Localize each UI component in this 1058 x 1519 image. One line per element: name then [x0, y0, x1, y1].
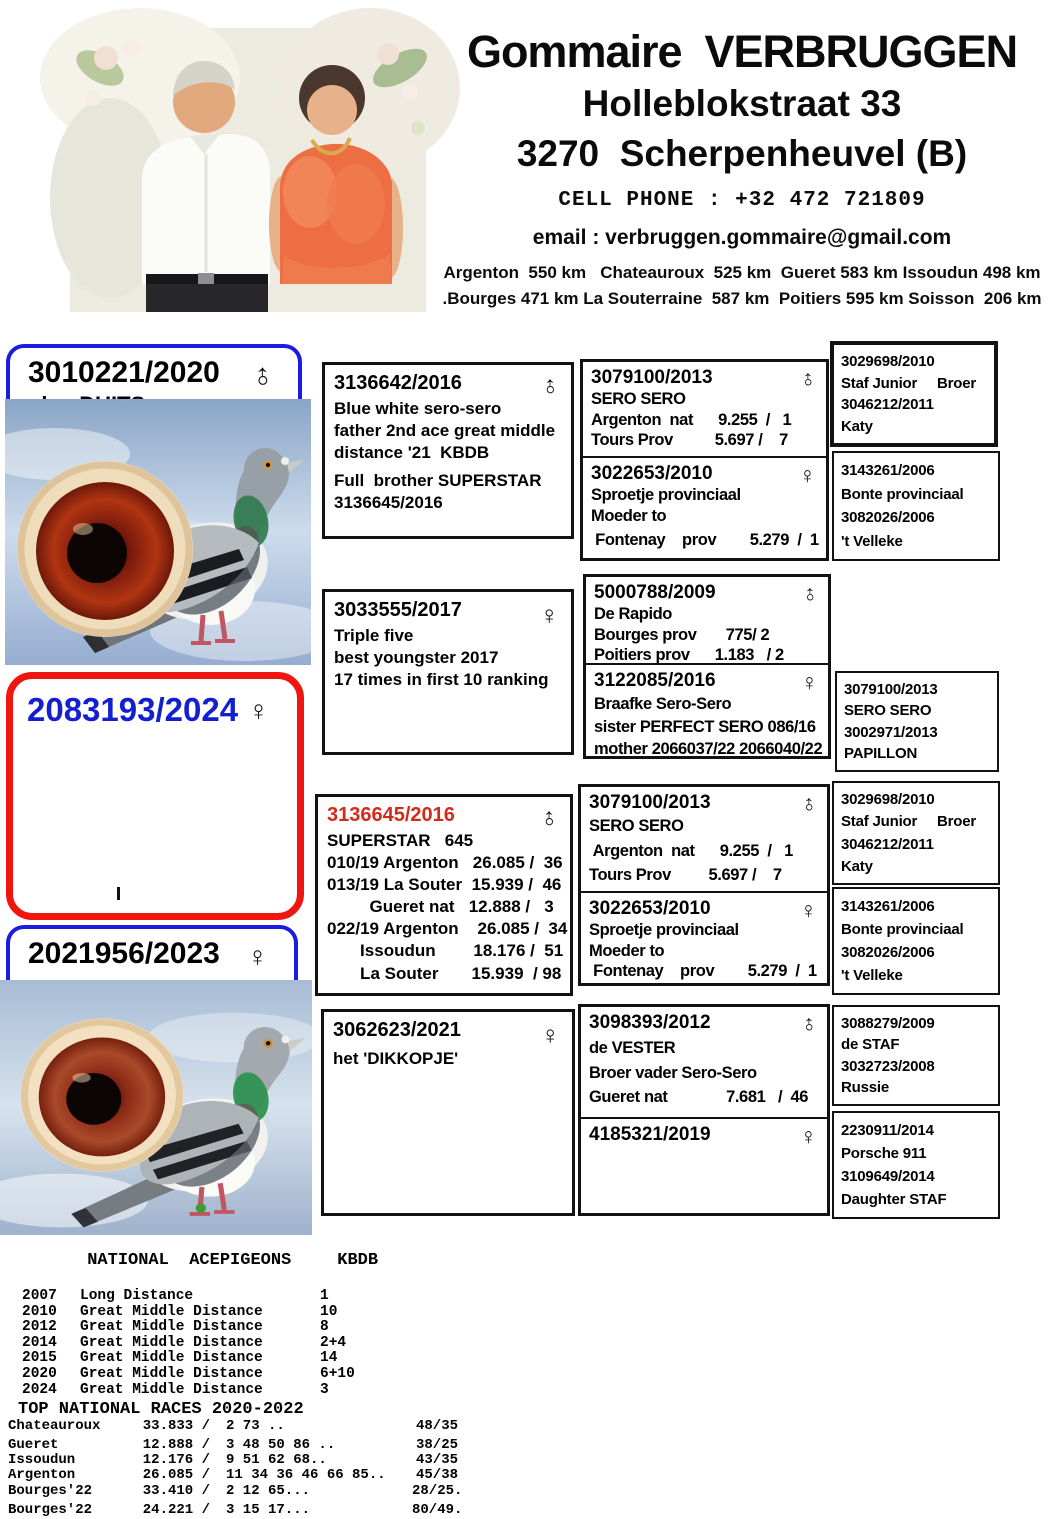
subject-ring: 2083193/2024 — [27, 691, 239, 728]
pedigree-line: Issoudun 18.176 / 51 — [327, 941, 564, 961]
ace-row: 2024 Great Middle Distance 3 — [22, 1381, 329, 1398]
ring-number: 5000788/2009 — [594, 582, 716, 603]
pedigree-line: Moeder to — [591, 506, 667, 525]
acepigeons-col-header: KBDB — [337, 1251, 379, 1270]
greatgrandparent-box-7 — [832, 1111, 1000, 1219]
races-title: TOP NATIONAL RACES 2020-2022 — [18, 1400, 304, 1420]
eye-closeup — [20, 1018, 183, 1171]
female-icon: ♀ — [799, 896, 817, 923]
grandparent-pair-2 — [583, 574, 831, 759]
grandparent-pair-4 — [578, 1004, 830, 1216]
pedigree-line: Tours Prov 5.697 / 7 — [591, 431, 788, 450]
eye-closeup — [17, 461, 193, 637]
parent-box-4 — [321, 1009, 575, 1216]
female-icon: ♀ — [798, 462, 816, 488]
ring-number: 3032723/2008 — [841, 1057, 935, 1075]
address-city: 3270 Scherpenheuvel (B) — [516, 133, 968, 175]
parent-box-2 — [322, 589, 574, 755]
pedigree-line: Daughter STAF — [841, 1191, 947, 1208]
fancier-name: Gommaire VERBRUGGEN — [466, 26, 1018, 77]
pedigree-line: de VESTER — [589, 1039, 676, 1057]
male-icon: ♂ — [791, 363, 823, 395]
pedigree-line: Argenton nat 9.255 / 1 — [591, 410, 792, 429]
dam-pigeon-photo — [0, 980, 312, 1235]
pedigree-line: Russie — [841, 1079, 889, 1097]
race-row: Argenton 26.085 / 11 34 36 46 66 85.. 45/38 — [8, 1467, 458, 1484]
male-icon: ♂ — [530, 800, 566, 836]
stray-mark — [117, 887, 120, 900]
greatgrandparent-box-3 — [835, 671, 999, 772]
grandparent-pair-1 — [580, 359, 829, 561]
pedigree-line: de STAF — [841, 1036, 900, 1054]
pedigree-line: Argenton nat 9.255 / 1 — [589, 841, 793, 860]
ring-number: 3109649/2014 — [841, 1168, 935, 1185]
male-icon: ♂ — [792, 1008, 824, 1040]
pedigree-line: Bonte provinciaal — [841, 921, 964, 938]
male-icon: ♂ — [793, 578, 825, 610]
pedigree-line: Gueret nat 7.681 / 46 — [589, 1088, 809, 1107]
pedigree-line: Gueret nat 12.888 / 3 — [327, 897, 554, 917]
greatgrandparent-box-4 — [832, 781, 1000, 885]
pedigree-line: SERO SERO — [844, 702, 932, 720]
address-street: Holleblokstraat 33 — [582, 82, 902, 124]
ace-row: 2010 Great Middle Distance 10 — [22, 1303, 338, 1320]
ring-number: 4185321/2019 — [589, 1124, 711, 1145]
phone-line: CELL PHONE : +32 472 721809 — [558, 188, 926, 212]
male-icon: ♂ — [531, 368, 567, 404]
pedigree-line: Staf Junior Broer — [841, 374, 976, 392]
pedigree-line: SERO SERO — [589, 817, 684, 835]
ring-number: 3062623/2021 — [333, 1019, 461, 1041]
female-icon: ♀ — [799, 1123, 817, 1149]
ring-number: 3082026/2006 — [841, 509, 935, 527]
ring-number: 3122085/2016 — [594, 670, 716, 691]
pedigree-line: Fontenay prov 5.279 / 1 — [591, 531, 819, 550]
pedigree-line: best youngster 2017 — [334, 648, 499, 668]
pedigree-line: 013/19 La Souter 15.939 / 46 — [327, 875, 562, 895]
pedigree-line: Blue white sero-sero — [334, 399, 502, 418]
ring-number: 3082026/2006 — [841, 944, 935, 961]
race-row: Issoudun 12.176 / 9 51 62 68.. 43/35 — [8, 1451, 458, 1468]
greatgrandparent-box-1 — [830, 341, 998, 447]
female-icon: ♀ — [248, 695, 269, 726]
female-icon: ♀ — [540, 1020, 560, 1050]
distances-line-2: .Bourges 471 km La Souterraine 587 km Poitiers 595 km Soisson 206 km — [442, 288, 1042, 308]
pedigree-line: De Rapido — [594, 605, 672, 623]
acepigeons-header — [8, 1232, 468, 1289]
ring-number: 3029698/2010 — [841, 352, 935, 370]
distances-line-1: Argenton 550 km Chateauroux 525 km Gueret 583 km Issoudun 498 km — [443, 262, 1041, 282]
male-icon: ♂ — [792, 788, 824, 820]
pedigree-line: Poitiers prov 1.183 / 2 — [594, 646, 784, 665]
female-icon: ♀ — [247, 941, 268, 972]
owners-photo — [70, 28, 426, 312]
pedigree-line: 022/19 Argenton 26.085 / 34 — [327, 919, 568, 939]
ring-number: 3022653/2010 — [591, 463, 713, 484]
ace-row: 2015 Great Middle Distance 14 — [22, 1350, 338, 1367]
race-row: Bourges'22 24.221 / 3 15 17... 80/49. — [8, 1502, 463, 1519]
ace-row: 2012 Great Middle Distance 8 — [22, 1319, 329, 1336]
pedigree-line: 't Velleke — [841, 532, 903, 550]
race-row: Gueret 12.888 / 3 48 50 86 .. 38/25 — [8, 1436, 458, 1453]
sire-pigeon-photo — [5, 399, 311, 665]
ring-number: 3079100/2013 — [844, 680, 938, 698]
ring-number: 3079100/2013 — [591, 367, 713, 388]
acepigeons-table — [8, 1232, 468, 1519]
pedigree-line: SERO SERO — [591, 390, 686, 408]
pedigree-line: Tours Prov 5.697 / 7 — [589, 866, 782, 885]
race-row: Chateauroux 33.833 / 2 73 .. 48/35 — [8, 1418, 458, 1435]
pedigree-line: 010/19 Argenton 26.085 / 36 — [327, 853, 563, 873]
ring-number: 3098393/2012 — [589, 1012, 711, 1033]
ring-number: 2230911/2014 — [841, 1122, 934, 1139]
race-row: Bourges'22 33.410 / 2 12 65... 28/25. — [8, 1482, 463, 1499]
male-icon: ♂ — [240, 354, 283, 398]
ring-number: 3079100/2013 — [589, 792, 711, 813]
ring-number: 3046212/2011 — [841, 835, 934, 853]
pedigree-line: Fontenay prov 5.279 / 1 — [589, 962, 817, 981]
ring-number: 3029698/2010 — [841, 791, 935, 809]
pedigree-line: Sproetje provinciaal — [591, 486, 741, 504]
female-icon: ♀ — [800, 669, 818, 695]
header — [428, 26, 1056, 312]
greatgrandparent-box-2 — [832, 451, 1000, 561]
pedigree-line: Moeder to — [589, 941, 665, 960]
pedigree-line: PAPILLON — [844, 745, 918, 763]
subject-box — [6, 672, 304, 920]
pedigree-line: Broer vader Sero-Sero — [589, 1063, 757, 1082]
pedigree-line: Triple five — [334, 626, 414, 645]
ace-row: 2007 Long Distance 1 — [22, 1288, 329, 1304]
pedigree-line: 't Velleke — [841, 967, 903, 984]
parent-box-1 — [322, 362, 574, 539]
greatgrandparent-box-5 — [832, 887, 1000, 995]
dam-ring: 2021956/2023 — [28, 937, 220, 970]
ace-row: 2020 Great Middle Distance 6+10 — [22, 1365, 355, 1382]
pedigree-line: Full brother SUPERSTAR — [334, 471, 542, 491]
pedigree-line: sister PERFECT SERO 086/16 — [594, 717, 816, 736]
pedigree-line: Porsche 911 — [841, 1145, 927, 1162]
pedigree-line: mother 2066037/22 2066040/22 — [594, 740, 823, 759]
pedigree-line: het 'DIKKOPJE' — [333, 1049, 459, 1068]
pedigree-line: 17 times in first 10 ranking — [334, 670, 549, 690]
ring-number: 3022653/2010 — [589, 897, 711, 919]
ring-number: 3046212/2011 — [841, 396, 934, 414]
pedigree-line: Katy — [841, 857, 873, 875]
ring-number: 3143261/2006 — [841, 898, 935, 915]
ring-number: 3033555/2017 — [334, 599, 462, 621]
ring-number: 3002971/2013 — [844, 723, 938, 741]
pedigree-line: 3136645/2016 — [334, 493, 443, 513]
pedigree-line: distance '21 KBDB — [334, 443, 490, 463]
ring-number: 3088279/2009 — [841, 1014, 935, 1032]
female-icon: ♀ — [539, 600, 559, 630]
pedigree-line: Katy — [841, 418, 873, 436]
pedigree-line: Bonte provinciaal — [841, 485, 964, 503]
ring-number: 3136642/2016 — [334, 372, 462, 394]
ring-number: 3143261/2006 — [841, 462, 935, 480]
pedigree-line: father 2nd ace great middle — [334, 421, 556, 441]
pedigree-line: SUPERSTAR 645 — [327, 831, 474, 850]
parent-box-3 — [315, 794, 573, 996]
email-line: email : verbruggen.gommaire@gmail.com — [532, 225, 952, 249]
sire-ring: 3010221/2020 — [28, 356, 220, 389]
pedigree-line: Sproetje provinciaal — [589, 920, 739, 939]
acepigeons-title: NATIONAL ACEPIGEONS — [87, 1251, 292, 1270]
ace-row: 2014 Great Middle Distance 2+4 — [22, 1334, 347, 1351]
pedigree-line: Bourges prov 775/ 2 — [594, 625, 770, 644]
pedigree-line: La Souter 15.939 / 98 — [327, 963, 562, 983]
pedigree-line: Staf Junior Broer — [841, 813, 976, 831]
greatgrandparent-box-6 — [832, 1005, 1000, 1106]
pedigree-line: Braafke Sero-Sero — [594, 695, 732, 713]
ring-number: 3136645/2016 — [327, 804, 455, 826]
grandparent-pair-3 — [578, 784, 830, 986]
